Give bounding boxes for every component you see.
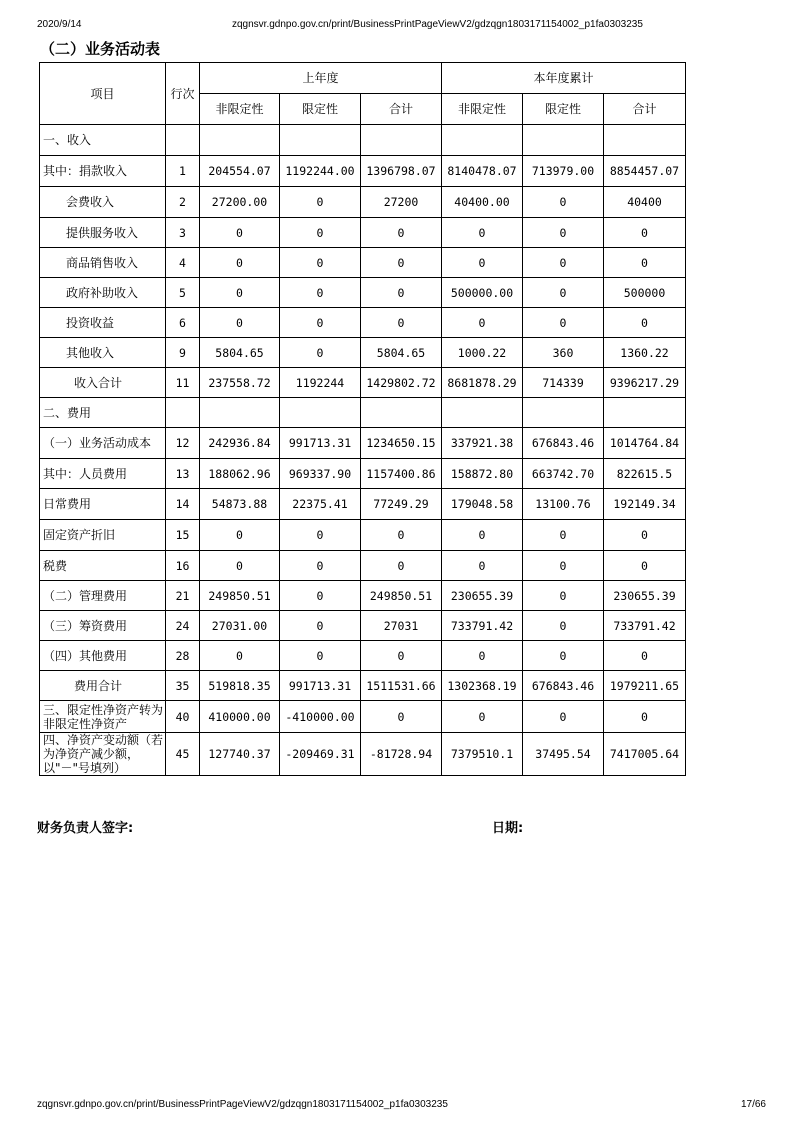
table-row — [40, 338, 686, 368]
row-line-number: 9 — [166, 338, 200, 368]
cell-value: 1014764.84 — [604, 428, 686, 459]
cell-value: 663742.70 — [523, 459, 604, 489]
row-line-number: 40 — [166, 701, 200, 733]
table-row — [40, 368, 686, 398]
row-label: 费用合计 — [40, 671, 166, 701]
header-item: 项目 — [40, 63, 166, 125]
cell-value: 0 — [523, 551, 604, 581]
cell-value: 360 — [523, 338, 604, 368]
business-activity-table — [39, 62, 686, 776]
cell-value: 713979.00 — [523, 156, 604, 187]
row-label: 固定资产折旧 — [40, 520, 166, 551]
header-prev-total: 合计 — [361, 94, 442, 125]
table-row — [40, 701, 686, 733]
cell-value: 0 — [604, 551, 686, 581]
cell-value: 0 — [604, 218, 686, 248]
row-label: （一）业务活动成本 — [40, 428, 166, 459]
row-line-number: 28 — [166, 641, 200, 671]
cell-value — [442, 125, 523, 156]
cell-value — [280, 398, 361, 428]
row-line-number: 1 — [166, 156, 200, 187]
table-row — [40, 551, 686, 581]
cell-value: 242936.84 — [200, 428, 280, 459]
row-line-number: 13 — [166, 459, 200, 489]
table-row — [40, 398, 686, 428]
cell-value: 0 — [442, 701, 523, 733]
row-label: （二）管理费用 — [40, 581, 166, 611]
row-label: 投资收益 — [40, 308, 166, 338]
cell-value: 1302368.19 — [442, 671, 523, 701]
row-label: 其中：人员费用 — [40, 459, 166, 489]
table-row — [40, 611, 686, 641]
row-label: 日常费用 — [40, 489, 166, 520]
table-row — [40, 278, 686, 308]
cell-value: 0 — [361, 701, 442, 733]
cell-value: 0 — [280, 641, 361, 671]
cell-value: 0 — [280, 187, 361, 218]
row-line-number: 12 — [166, 428, 200, 459]
cell-value: 249850.51 — [200, 581, 280, 611]
cell-value — [200, 398, 280, 428]
cell-value: 991713.31 — [280, 428, 361, 459]
row-line-number: 16 — [166, 551, 200, 581]
cell-value: 714339 — [523, 368, 604, 398]
row-line-number: 2 — [166, 187, 200, 218]
row-label: 二、费用 — [40, 398, 166, 428]
row-label: （三）筹资费用 — [40, 611, 166, 641]
cell-value — [442, 398, 523, 428]
cell-value: 0 — [361, 278, 442, 308]
cell-value: 40400.00 — [442, 187, 523, 218]
cell-value: 1511531.66 — [361, 671, 442, 701]
header-prev-year: 上年度 — [200, 63, 442, 94]
cell-value: 0 — [523, 520, 604, 551]
cell-value — [523, 125, 604, 156]
row-label: 会费收入 — [40, 187, 166, 218]
row-line-number: 24 — [166, 611, 200, 641]
header-curr-year: 本年度累计 — [442, 63, 686, 94]
page-number: 17/66 — [740, 1099, 766, 1110]
row-label: 收入合计 — [40, 368, 166, 398]
row-line-number: 35 — [166, 671, 200, 701]
row-label: 一、收入 — [40, 125, 166, 156]
table-row — [40, 641, 686, 671]
header-prev-restricted: 限定性 — [280, 94, 361, 125]
table-row — [40, 733, 686, 776]
cell-value: 1396798.07 — [361, 156, 442, 187]
cell-value: 37495.54 — [523, 733, 604, 776]
finance-signature-label: 财务负责人签字: — [37, 821, 134, 836]
cell-value: 192149.34 — [604, 489, 686, 520]
table-row — [40, 218, 686, 248]
cell-value: 0 — [442, 248, 523, 278]
row-label: 商品销售收入 — [40, 248, 166, 278]
table-row — [40, 520, 686, 551]
table-row — [40, 308, 686, 338]
cell-value: 0 — [361, 248, 442, 278]
cell-value: 7379510.1 — [442, 733, 523, 776]
cell-value: -410000.00 — [280, 701, 361, 733]
cell-value: 1979211.65 — [604, 671, 686, 701]
cell-value: 0 — [361, 641, 442, 671]
cell-value: 0 — [280, 611, 361, 641]
cell-value: 27200.00 — [200, 187, 280, 218]
row-label: 三、限定性净资产转为非限定性净资产 — [40, 701, 166, 733]
cell-value: 0 — [523, 701, 604, 733]
row-line-number — [166, 398, 200, 428]
table-row — [40, 187, 686, 218]
cell-value: 500000 — [604, 278, 686, 308]
cell-value: 0 — [442, 308, 523, 338]
cell-value: 0 — [280, 278, 361, 308]
cell-value: 0 — [442, 218, 523, 248]
cell-value: 13100.76 — [523, 489, 604, 520]
row-line-number: 45 — [166, 733, 200, 776]
cell-value — [200, 125, 280, 156]
page-title: （二）业务活动表 — [40, 40, 161, 58]
cell-value: 5804.65 — [361, 338, 442, 368]
cell-value: 0 — [361, 520, 442, 551]
header-curr-unrestricted: 非限定性 — [442, 94, 523, 125]
cell-value: 0 — [361, 308, 442, 338]
cell-value: 77249.29 — [361, 489, 442, 520]
cell-value: 519818.35 — [200, 671, 280, 701]
cell-value: 1429802.72 — [361, 368, 442, 398]
footer-url: zqgnsvr.gdnpo.gov.cn/print/BusinessPrintPageViewV2/gdzqgn1803171154002_p1fa0303235 — [37, 1099, 448, 1110]
cell-value: 0 — [280, 218, 361, 248]
cell-value: 0 — [280, 551, 361, 581]
cell-value: 1000.22 — [442, 338, 523, 368]
cell-value: 0 — [523, 278, 604, 308]
header-curr-total: 合计 — [604, 94, 686, 125]
cell-value: -81728.94 — [361, 733, 442, 776]
cell-value: 230655.39 — [442, 581, 523, 611]
cell-value: 0 — [280, 520, 361, 551]
row-line-number: 4 — [166, 248, 200, 278]
cell-value: 0 — [200, 218, 280, 248]
cell-value — [361, 125, 442, 156]
cell-value: -209469.31 — [280, 733, 361, 776]
row-label: 提供服务收入 — [40, 218, 166, 248]
row-label: （四）其他费用 — [40, 641, 166, 671]
cell-value: 27200 — [361, 187, 442, 218]
header-line: 行次 — [166, 63, 200, 125]
cell-value: 0 — [523, 218, 604, 248]
row-line-number: 14 — [166, 489, 200, 520]
cell-value: 0 — [200, 308, 280, 338]
table-row — [40, 125, 686, 156]
cell-value: 0 — [361, 551, 442, 581]
cell-value: 54873.88 — [200, 489, 280, 520]
cell-value: 410000.00 — [200, 701, 280, 733]
cell-value: 969337.90 — [280, 459, 361, 489]
row-label: 政府补助收入 — [40, 278, 166, 308]
cell-value — [280, 125, 361, 156]
cell-value — [523, 398, 604, 428]
row-label: 四、净资产变动额（若为净资产减少额，以"－"号填列） — [40, 733, 166, 776]
cell-value: 22375.41 — [280, 489, 361, 520]
cell-value: 179048.58 — [442, 489, 523, 520]
cell-value: 337921.38 — [442, 428, 523, 459]
cell-value: 500000.00 — [442, 278, 523, 308]
cell-value: 1157400.86 — [361, 459, 442, 489]
table-row — [40, 489, 686, 520]
cell-value: 0 — [604, 641, 686, 671]
cell-value: 27031 — [361, 611, 442, 641]
cell-value: 676843.46 — [523, 671, 604, 701]
cell-value — [604, 398, 686, 428]
cell-value: 676843.46 — [523, 428, 604, 459]
cell-value: 8854457.07 — [604, 156, 686, 187]
table-row — [40, 156, 686, 187]
row-line-number: 11 — [166, 368, 200, 398]
cell-value: 0 — [280, 248, 361, 278]
date-label: 日期: — [492, 821, 524, 836]
cell-value: 0 — [604, 701, 686, 733]
cell-value: 0 — [442, 641, 523, 671]
cell-value: 5804.65 — [200, 338, 280, 368]
cell-value: 158872.80 — [442, 459, 523, 489]
cell-value — [604, 125, 686, 156]
cell-value: 0 — [523, 248, 604, 278]
cell-value: 1360.22 — [604, 338, 686, 368]
cell-value: 8140478.07 — [442, 156, 523, 187]
row-line-number: 3 — [166, 218, 200, 248]
cell-value: 0 — [604, 308, 686, 338]
cell-value: 0 — [523, 581, 604, 611]
cell-value: 0 — [523, 308, 604, 338]
cell-value: 0 — [200, 641, 280, 671]
cell-value: 127740.37 — [200, 733, 280, 776]
cell-value: 204554.07 — [200, 156, 280, 187]
cell-value: 0 — [200, 248, 280, 278]
table-row — [40, 581, 686, 611]
print-date: 2020/9/14 — [37, 19, 82, 30]
cell-value: 0 — [280, 338, 361, 368]
cell-value: 237558.72 — [200, 368, 280, 398]
cell-value: 0 — [361, 218, 442, 248]
cell-value: 0 — [280, 308, 361, 338]
row-line-number: 15 — [166, 520, 200, 551]
cell-value: 0 — [604, 520, 686, 551]
cell-value: 1192244.00 — [280, 156, 361, 187]
cell-value: 0 — [442, 520, 523, 551]
cell-value: 230655.39 — [604, 581, 686, 611]
cell-value: 822615.5 — [604, 459, 686, 489]
cell-value — [361, 398, 442, 428]
print-url: zqgnsvr.gdnpo.gov.cn/print/BusinessPrintPageViewV2/gdzqgn1803171154002_p1fa0303235 — [232, 19, 643, 30]
row-line-number: 21 — [166, 581, 200, 611]
table-row — [40, 671, 686, 701]
table-row — [40, 459, 686, 489]
cell-value: 0 — [280, 581, 361, 611]
cell-value: 0 — [604, 248, 686, 278]
cell-value: 0 — [523, 641, 604, 671]
cell-value: 1234650.15 — [361, 428, 442, 459]
cell-value: 1192244 — [280, 368, 361, 398]
cell-value: 0 — [523, 187, 604, 218]
cell-value: 27031.00 — [200, 611, 280, 641]
row-label: 税费 — [40, 551, 166, 581]
row-line-number: 6 — [166, 308, 200, 338]
cell-value: 0 — [523, 611, 604, 641]
cell-value: 0 — [200, 278, 280, 308]
header-prev-unrestricted: 非限定性 — [200, 94, 280, 125]
table-row — [40, 248, 686, 278]
row-line-number — [166, 125, 200, 156]
table-row — [40, 428, 686, 459]
cell-value: 733791.42 — [442, 611, 523, 641]
row-line-number: 5 — [166, 278, 200, 308]
cell-value: 0 — [200, 551, 280, 581]
cell-value: 991713.31 — [280, 671, 361, 701]
cell-value: 40400 — [604, 187, 686, 218]
cell-value: 0 — [442, 551, 523, 581]
cell-value: 0 — [200, 520, 280, 551]
cell-value: 9396217.29 — [604, 368, 686, 398]
row-label: 其中：捐款收入 — [40, 156, 166, 187]
row-label: 其他收入 — [40, 338, 166, 368]
header-curr-restricted: 限定性 — [523, 94, 604, 125]
cell-value: 733791.42 — [604, 611, 686, 641]
cell-value: 188062.96 — [200, 459, 280, 489]
cell-value: 249850.51 — [361, 581, 442, 611]
cell-value: 8681878.29 — [442, 368, 523, 398]
cell-value: 7417005.64 — [604, 733, 686, 776]
